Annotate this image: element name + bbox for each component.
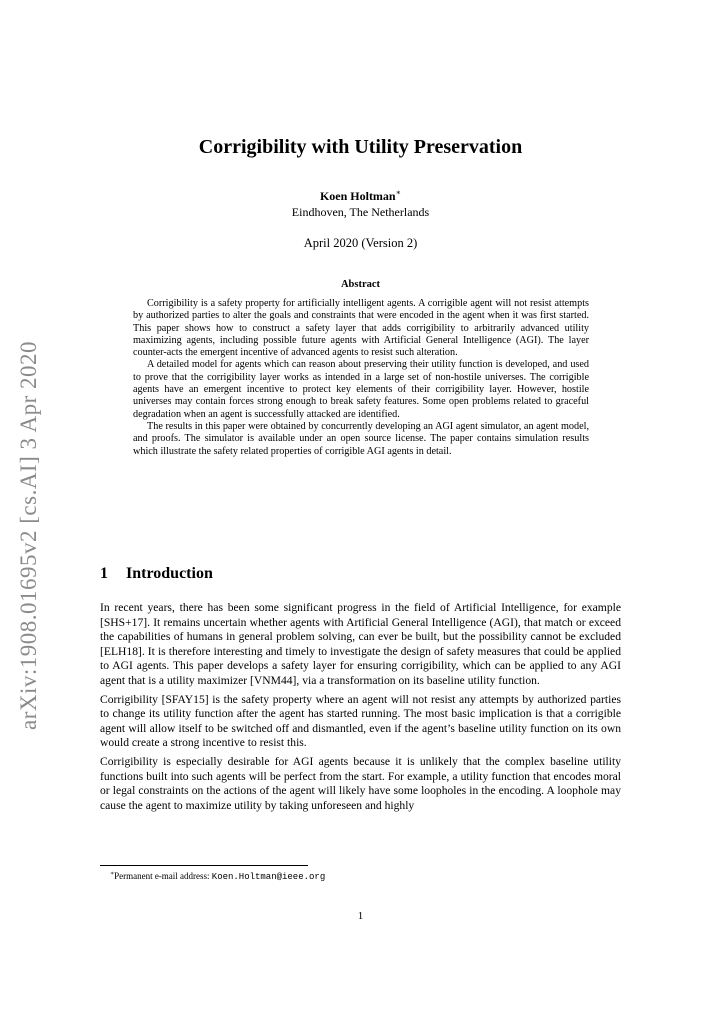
section-number: 1 — [100, 565, 108, 582]
footnote — [110, 870, 610, 882]
footnote-divider — [100, 865, 308, 866]
footnote-email: Koen.Holtman@ieee.org — [211, 872, 326, 882]
author-footnote-mark: ∗ — [395, 188, 402, 197]
section-body — [100, 601, 621, 817]
section-title: Introduction — [126, 565, 213, 582]
body-paragraph: Corrigibility [SFAY15] is the safety property where an agent will not resist any attempts by authorized parties to change its utility function after the agent has started running. The most basic implication is that a corrigible agent will allow itself to be switched off and dismantled, even if the agent’s baseline utility function on its own would create a strong incentive to resist this. — [100, 692, 621, 750]
author-affiliation: Eindhoven, The Netherlands — [291, 205, 430, 219]
abstract-paragraph: Corrigibility is a safety property for artificially intelligent agents. A corrigible agent will not resist attempts by authorized parties to alter the goals and constraints that were encoded in the agent when it was first started. This paper shows how to construct a safety layer that adds corrigibility to arbitrarily advanced utility maximizing agents, including possible future agents with Artificial General Intelligence (AGI). The layer counter-acts the emergent incentive of advanced agents to resist such alteration. — [133, 298, 589, 359]
body-paragraph: Corrigibility is especially desirable for AGI agents because it is unlikely that the complex baseline utility functions built into such agents will be perfect from the start. For example, a utility function that encodes moral or legal constraints on the actions of the agent will likely have some loopholes in the encoding. A loophole may cause the agent to maximize utility by taking unforeseen and highly — [100, 754, 621, 812]
author-name: Koen Holtman — [319, 189, 396, 203]
abstract-paragraph: The results in this paper were obtained by concurrently developing an AGI agent simulator, an agent model, and proofs. The simulator is available under an open source license. The paper contains simulation results which illustrate the safety related properties of corrigible AGI agents in detail. — [133, 420, 589, 457]
footnote-label: Permanent e-mail address: — [114, 871, 212, 881]
abstract-paragraph: A detailed model for agents which can reason about preserving their utility function is developed, and used to prove that the corrigibility layer works as intended in a large set of non-hostile universes. The corrigible agents have an emergent incentive to protect key elements of their corrigibility layer. However, hostile universes may contain forces strong enough to break safety features. Some open problems related to graceful degradation when an agent is successfully attacked are identified. — [133, 359, 589, 420]
paper-date: April 2020 (Version 2) — [303, 236, 418, 250]
author-block — [100, 185, 621, 220]
footnote-mark: ∗ — [110, 871, 115, 877]
abstract-body — [133, 298, 589, 458]
page-number: 1 — [357, 910, 364, 922]
body-paragraph: In recent years, there has been some significant progress in the field of Artificial Intelligence, for example [SHS+17]. It remains uncertain whether agents with Artificial General Intelligence (AGI), that match or exceed the capabilities of humans in general problem solving, can ever be built, but the possibility cannot be excluded [ELH18]. It is therefore interesting and timely to investigate the design of safety measures that could be applied to AGI agents. This paper develops a safety layer for ensuring corrigibility, which can be applied to any AGI agent that is a utility maximizer [VNM44], via a transformation on its baseline utility function. — [100, 601, 621, 687]
arxiv-identifier-stamp: arXiv:1908.01695v2 [cs.AI] 3 Apr 2020 — [16, 340, 41, 730]
abstract-heading: Abstract — [340, 279, 381, 290]
section-heading — [100, 565, 621, 583]
paper-title: Corrigibility with Utility Preservation — [198, 136, 523, 158]
